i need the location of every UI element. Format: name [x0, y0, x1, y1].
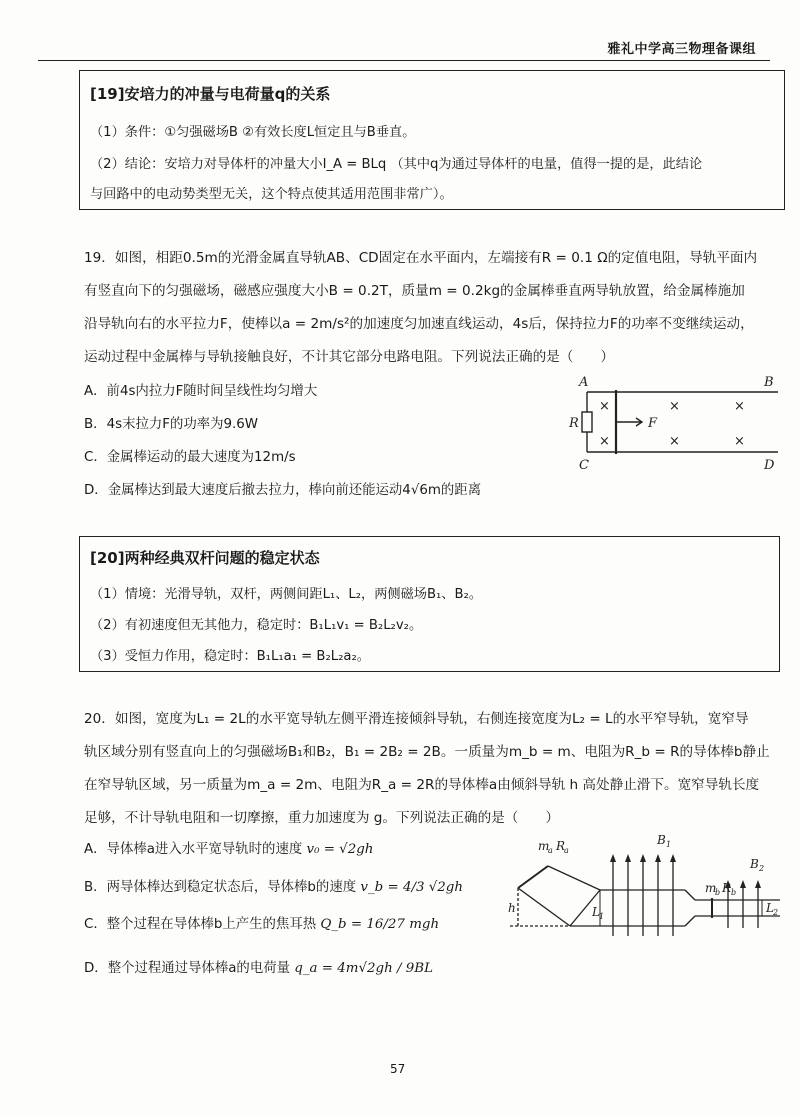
- q20-option-c: [84, 913, 439, 932]
- q20-option-a-text: A．导体棒a进入水平宽导轨时的速度: [84, 842, 303, 857]
- label-mb-sub: b: [715, 888, 721, 897]
- q20-option-d-expr: q_a = 4m√2gh / 9BL: [294, 961, 433, 976]
- q20-option-d: [84, 957, 433, 976]
- box20-title: [20]两种经典双杆问题的稳定状态: [90, 549, 320, 567]
- q20-stem-line2: 轨区域分别有竖直向上的匀强磁场B₁和B₂，B₁ = 2B₂ = 2B。一质量为m_b = m、电阻为R_b = R的导体棒b静止: [84, 744, 770, 760]
- label-r: R: [569, 416, 579, 431]
- label-l2-sub: 2: [773, 908, 779, 917]
- box19-line2: （2）结论：安培力对导体杆的冲量大小I_A = BLq （其中q为通过导体杆的电量，值得一提的是，此结论: [90, 157, 703, 172]
- box19-line1: （1）条件：①匀强磁场B ②有效长度L恒定且与B垂直。: [90, 125, 416, 140]
- label-l1: L: [592, 905, 600, 919]
- box19-title: [19]安培力的冲量与电荷量q的关系: [90, 85, 331, 103]
- q20-option-a-expr: v₀ = √2gh: [306, 842, 374, 857]
- resistor-r: [582, 412, 592, 432]
- q19-stem-line2: 有竖直向下的匀强磁场，磁感应强度大小B = 0.2T，质量m = 0.2kg的金属棒垂直两导轨放置，给金属棒施加: [84, 283, 745, 299]
- box20-line1: （1）情境：光滑导轨，双杆，两侧间距L₁、L₂，两侧磁场B₁、B₂。: [90, 587, 483, 602]
- q20-stem-line3: 在窄导轨区域，另一质量为m_a = 2m、电阻为R_a = 2R的导体棒a由倾斜导轨 h 高处静止滑下。宽窄导轨长度: [84, 777, 760, 793]
- label-a: A: [579, 375, 589, 390]
- label-l2: L: [766, 901, 774, 915]
- label-b1: B: [657, 833, 666, 847]
- label-mb: m: [705, 881, 717, 895]
- label-b: B: [764, 375, 774, 390]
- field-cross: ×: [734, 434, 745, 449]
- label-d: D: [764, 458, 775, 473]
- field-cross: ×: [669, 399, 680, 414]
- header-title: 雅礼中学高三物理备课组: [607, 42, 756, 57]
- question-19: [84, 246, 784, 378]
- knowledge-box-19: [79, 70, 785, 210]
- incline-rail-near: [518, 888, 570, 926]
- rail-circuit-diagram: [560, 370, 790, 480]
- q20-figure: [500, 828, 790, 968]
- field-cross: ×: [599, 434, 610, 449]
- q20-option-b: [84, 876, 463, 895]
- label-ra: R: [556, 839, 566, 853]
- q20-option-c-expr: Q_b = 16/27 mgh: [320, 917, 440, 932]
- q19-stem-line1: 19．如图，相距0.5m的光滑金属直导轨AB、CD固定在水平面内，左端接有R = 0.1 Ω的定值电阻，导轨平面内: [84, 250, 758, 266]
- field-cross: ×: [599, 399, 610, 414]
- q20-stem-line4: 足够，不计导轨电阻和一切摩擦，重力加速度为 g。下列说法正确的是（ ）: [84, 810, 560, 826]
- rod-a: [518, 866, 548, 888]
- q20-option-b-text: B．两导体棒达到稳定状态后，导体棒b的速度: [84, 880, 357, 895]
- incline-rail-far: [548, 866, 600, 890]
- label-ma-sub: a: [548, 846, 553, 855]
- label-ra-sub: a: [564, 846, 569, 855]
- label-l1-sub: 1: [599, 912, 605, 921]
- q19-option-b: B．4s末拉力F的功率为9.6W: [84, 417, 259, 432]
- box20-line3: （3）受恒力作用，稳定时：B₁L₁a₁ = B₂L₂a₂。: [90, 649, 370, 664]
- q19-option-a: A．前4s内拉力F随时间呈线性均匀增大: [84, 384, 318, 399]
- q20-stem-line1: 20．如图，宽度为L₁ = 2L的水平宽导轨左侧平滑连接倾斜导轨，右侧连接宽度为L₂ = L的水平窄导轨，宽窄导: [84, 711, 749, 727]
- label-ma: m: [538, 839, 550, 853]
- double-rod-rail-diagram: [500, 828, 790, 968]
- label-b2-sub: 2: [759, 864, 765, 873]
- q19-stem-line3: 沿导轨向右的水平拉力F，使棒以a = 2m/s²的加速度匀加速直线运动，4s后，保持拉力F的功率不变继续运动，: [84, 316, 754, 332]
- q19-option-c: C．金属棒运动的最大速度为12m/s: [84, 450, 296, 465]
- page-number: 57: [390, 1062, 406, 1076]
- box20-line2: （2）有初速度但无其他力，稳定时：B₁L₁v₁ = B₂L₂v₂。: [90, 618, 423, 633]
- knowledge-box-20: [79, 536, 780, 672]
- label-rb-sub: b: [731, 888, 737, 897]
- q20-option-d-text: D．整个过程通过导体棒a的电荷量: [84, 961, 290, 976]
- label-b2: B: [750, 857, 759, 871]
- q20-option-c-text: C．整个过程在导体棒b上产生的焦耳热: [84, 917, 317, 932]
- q19-stem-line4: 运动过程中金属棒与导轨接触良好，不计其它部分电路电阻。下列说法正确的是（ ）: [84, 349, 615, 365]
- q19-option-d: D．金属棒达到最大速度后撤去拉力，棒向前还能运动4√6m的距离: [84, 483, 482, 498]
- label-h: h: [508, 901, 516, 915]
- q20-option-a: [84, 838, 373, 857]
- page-header: [0, 0, 800, 66]
- label-c: C: [579, 458, 589, 473]
- label-rb: R: [722, 881, 732, 895]
- header-divider: [38, 60, 770, 61]
- q20-option-b-expr: v_b = 4/3 √2gh: [360, 880, 463, 895]
- question-20: [84, 707, 784, 839]
- q19-figure: [560, 370, 790, 480]
- field-cross: ×: [669, 434, 680, 449]
- label-f: F: [648, 416, 658, 431]
- box19-line3: 与回路中的电动势类型无关，这个特点使其适用范围非常广）。: [90, 187, 453, 202]
- field-cross: ×: [734, 399, 745, 414]
- label-b1-sub: 1: [666, 840, 672, 849]
